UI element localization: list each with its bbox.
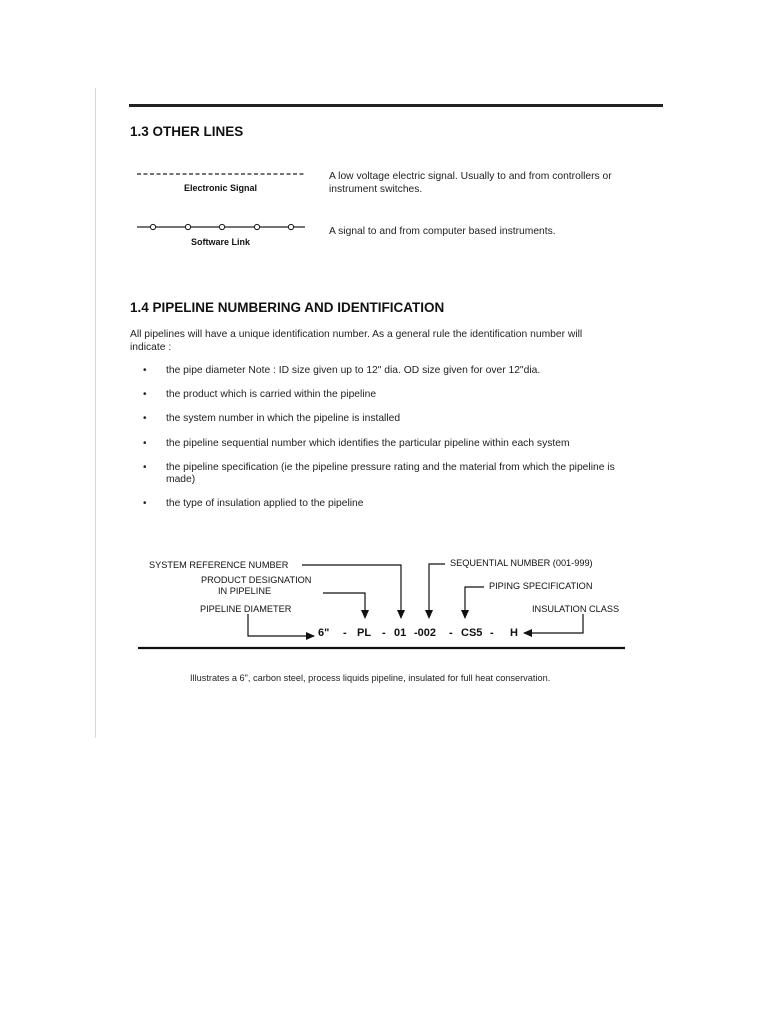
- legend-desc-software-link: A signal to and from computer based instruments.: [329, 226, 556, 237]
- section-heading-pipeline-numbering: 1.4 PIPELINE NUMBERING AND IDENTIFICATION: [130, 300, 445, 315]
- label-sequential-number: SEQUENTIAL NUMBER (001-999): [450, 558, 593, 568]
- legend-label-software-link: Software Link: [191, 237, 251, 247]
- diagram-caption: Illustrates a 6", carbon steel, process liquids pipeline, insulated for full heat conservation.: [190, 673, 551, 683]
- code-system: 01: [394, 627, 407, 639]
- leader-sequential-number: [429, 564, 445, 618]
- code-insulation: H: [510, 627, 518, 639]
- bullet-text-diameter: the pipe diameter Note : ID size given up to 12" dia. OD size given for over 12"dia.: [166, 365, 541, 376]
- code-diameter: 6": [318, 627, 330, 639]
- bullet-marker: •: [143, 389, 147, 400]
- label-in-pipeline: IN PIPELINE: [218, 586, 272, 596]
- bullet-marker: •: [143, 438, 147, 449]
- code-sequential: -002: [414, 627, 437, 639]
- code-separator: -: [449, 627, 453, 639]
- bullet-marker: •: [143, 365, 147, 376]
- bullet-marker: •: [143, 498, 147, 509]
- bullet-text-insulation: the type of insulation applied to the pipeline: [166, 498, 364, 509]
- code-separator: -: [343, 627, 347, 639]
- bullet-text-product: the product which is carried within the pipeline: [166, 389, 377, 400]
- leader-pipeline-diameter: [248, 614, 314, 636]
- leader-system-reference: [302, 565, 401, 618]
- label-product-designation: PRODUCT DESIGNATION: [201, 575, 312, 585]
- code-product: PL: [357, 627, 372, 639]
- leader-insulation-class: [524, 614, 583, 633]
- label-system-reference-number: SYSTEM REFERENCE NUMBER: [149, 560, 289, 570]
- leader-product-designation: [323, 593, 365, 618]
- legend-label-electronic-signal: Electronic Signal: [184, 183, 258, 193]
- label-insulation-class: INSULATION CLASS: [532, 604, 620, 614]
- code-specification: CS5: [461, 627, 483, 639]
- code-separator: -: [490, 627, 494, 639]
- leader-piping-specification: [465, 587, 484, 618]
- code-separator: -: [382, 627, 386, 639]
- bullet-text-sequential: the pipeline sequential number which identifies the particular pipeline within each system: [166, 438, 570, 449]
- bullet-text-specification: the pipeline specification (ie the pipeline pressure rating and the material from which the pipeline is made): [166, 462, 615, 485]
- section-heading-other-lines: 1.3 OTHER LINES: [130, 124, 244, 139]
- label-pipeline-diameter: PIPELINE DIAMETER: [200, 604, 292, 614]
- intro-paragraph: All pipelines will have a unique identification number. As a general rule the identification number will indicate :: [130, 329, 583, 353]
- label-piping-specification: PIPING SPECIFICATION: [489, 581, 593, 591]
- bullet-marker: •: [143, 462, 147, 473]
- bullet-text-system: the system number in which the pipeline is installed: [166, 413, 401, 424]
- bullet-marker: •: [143, 413, 147, 424]
- legend-desc-electronic-signal: A low voltage electric signal. Usually to and from controllers or instrument switches.: [329, 171, 612, 195]
